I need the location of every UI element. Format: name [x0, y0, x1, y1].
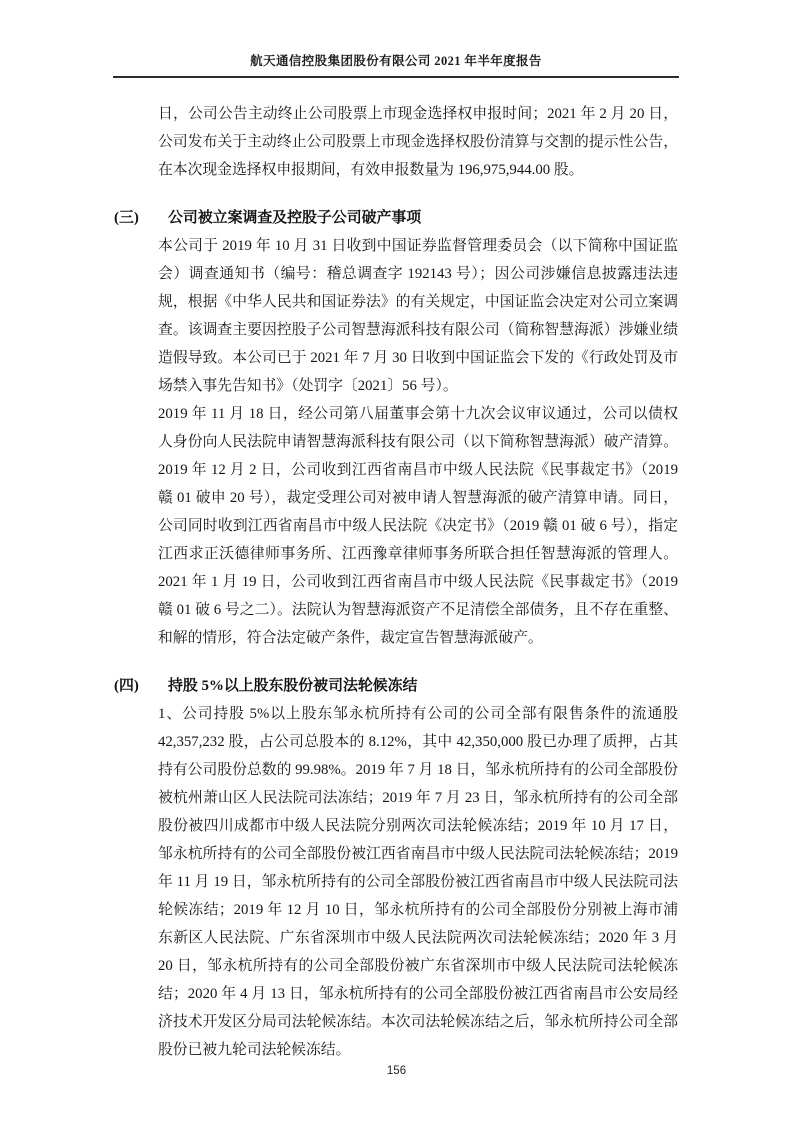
section-4-title: 持股 5%以上股东股份被司法轮候冻结 [168, 678, 418, 694]
page-header [113, 0, 679, 78]
paragraph-csrc-investigation: 本公司于 2019 年 10 月 31 日收到中国证券监督管理委员会（以下简称中国证监会）调查通知书（编号：稽总调查字 192143 号）；因公司涉嫌信息披露违法违规，根据《中华人民共和国证券法》的有关规定，中国证监会决定对公司立案调查。该调查主要因控股子公司智慧海派科技有限公司（简称智慧海派）涉嫌业绩造假导致。本公司已于 2021 年 7 月 30 日收到中国证监会下发的《行政处罚及市场禁入事先告知书》（处罚字〔2021〕56 号）。 [158, 238, 678, 394]
paragraph-cash-option-continuation: 日，公司公告主动终止公司股票上市现金选择权申报时间；2021 年 2 月 20 日，公司发布关于主动终止公司股票上市现金选择权股份清算与交割的提示性公告，在本次现金选择权申报期间，有效申报数量为 196,975,944.00 股。 [158, 106, 678, 178]
paragraph-subsidiary-bankruptcy: 2019 年 11 月 18 日，经公司第八届董事会第十九次会议审议通过，公司以债权人身份向人民法院申请智慧海派科技有限公司（以下简称智慧海派）破产清算。2019 年 12 月 2 日，公司收到江西省南昌市中级人民法院《民事裁定书》（2019 赣 01 破申 20 号），裁定受理公司对被申请人智慧海派的破产清算申请。同日，公司同时收到江西省南昌市中级人民法院《决定书》（2019 赣 01 破 6 号），指定江西求正沃德律师事务所、江西豫章律师事务所联合担任智慧海派的管理人。2021 年 1 月 19 日，公司收到江西省南昌市中级人民法院《民事裁定书》（2019 赣 01 破 6 号之二）。法院认为智慧海派资产不足清偿全部债务，且不存在重整、和解的情形，符合法定破产条件，裁定宣告智慧海派破产。 [158, 406, 678, 646]
page-footer [0, 1061, 793, 1079]
report-header-title: 航天通信控股集团股份有限公司 2021 年半年度报告 [250, 54, 542, 68]
section-3-heading [114, 204, 679, 232]
page-number: 156 [386, 1065, 407, 1077]
paragraph-shareholder-freeze: 1、公司持股 5%以上股东邹永杭所持有公司的公司全部有限售条件的流通股 42,357,232 股，占公司总股本的 8.12%，其中 42,350,000 股已办理了质押，占其持有公司股份总数的 99.98%。2019 年 7 月 18 日，邹永杭所持有的公司全部股份被杭州萧山区人民法院司法冻结；2019 年 7 月 23 日，邹永杭所持有的公司全部股份被四川成都市中级人民法院分别两次司法轮候冻结；2019 年 10 月 17 日，邹永杭所持有的公司全部股份被江西省南昌市中级人民法院司法轮候冻结；2019 年 11 月 19 日，邹永杭所持有的公司全部股份被江西省南昌市中级人民法院司法轮候冻结；2019 年 12 月 10 日，邹永杭所持有的公司全部股份分别被上海市浦东新区人民法院、广东省深圳市中级人民法院两次司法轮候冻结；2020 年 3 月 20 日，邹永杭所持有的公司全部股份被广东省深圳市中级人民法院司法轮候冻结；2020 年 4 月 13 日，邹永杭所持有的公司全部股份被江西省南昌市公安局经济技术开发区分局司法轮候冻结。本次司法轮候冻结之后，邹永杭所持公司全部股份已被九轮司法轮候冻结。 [158, 706, 678, 1058]
section-3-title: 公司被立案调查及控股子公司破产事项 [168, 210, 422, 226]
page-content [114, 77, 679, 1064]
section-4-heading [114, 672, 679, 700]
section-4-label: (四) [114, 678, 139, 694]
section-3-label: (三) [114, 210, 139, 226]
